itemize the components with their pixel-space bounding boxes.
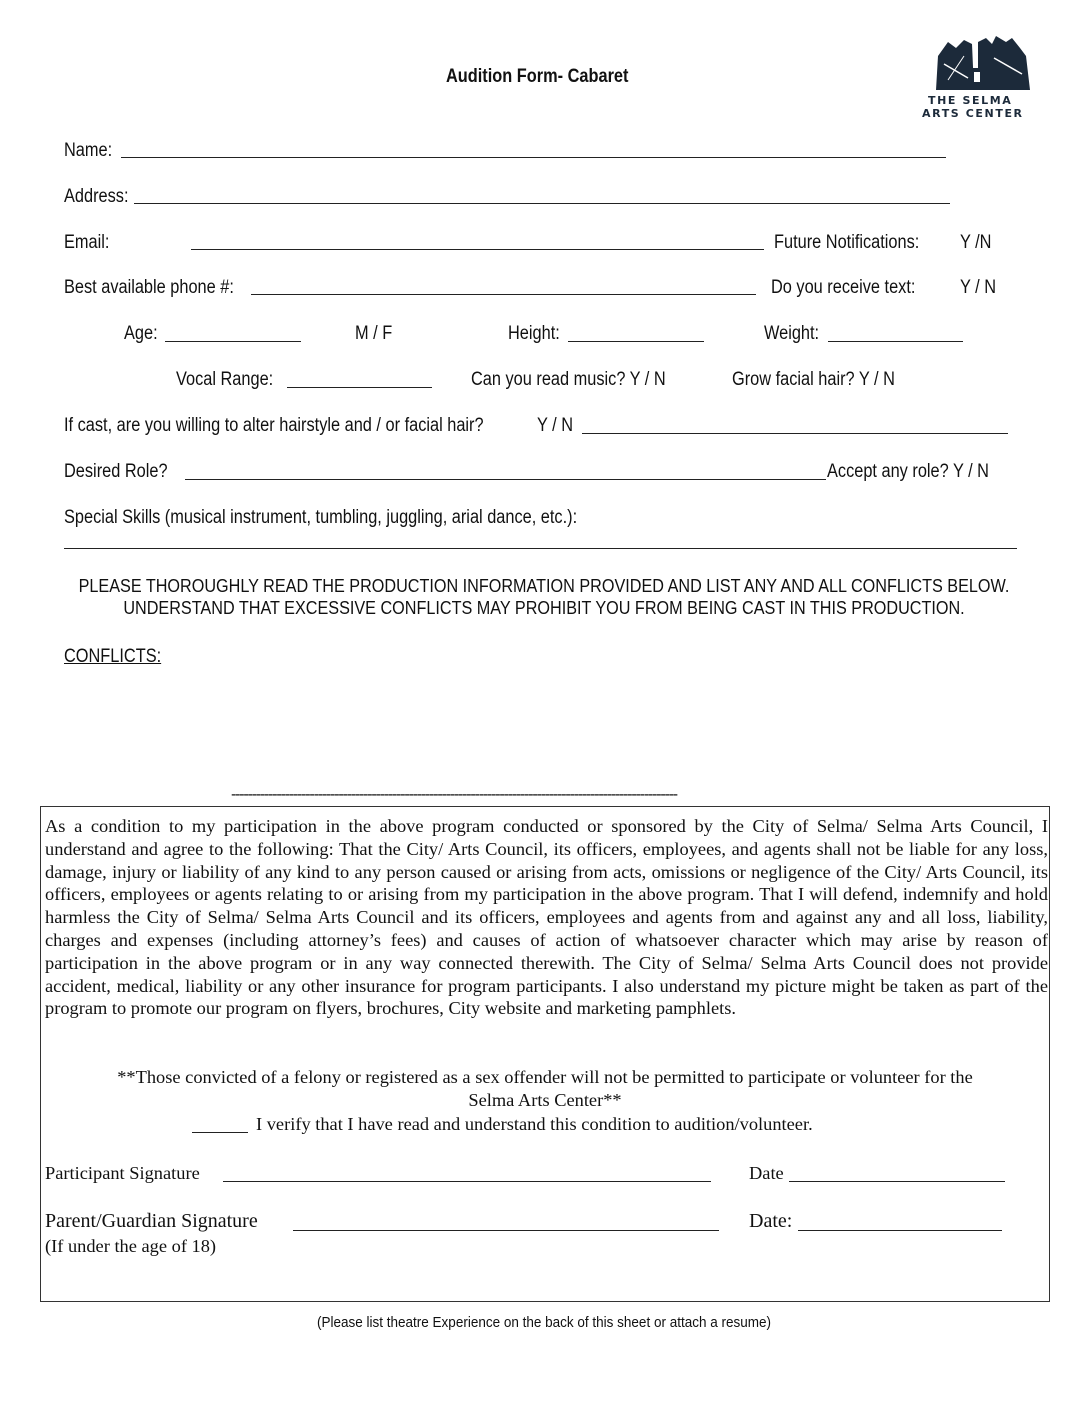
- receive-text-label: Do you receive text:: [771, 277, 916, 298]
- vocal-range-label: Vocal Range:: [176, 369, 274, 390]
- conflicts-label: CONFLICTS:: [64, 646, 162, 667]
- date-label-1: Date: [749, 1163, 784, 1183]
- notice-line-1: PLEASE THOROUGHLY READ THE PRODUCTION INFORMATION PROVIDED AND LIST ANY AND ALL CONFLICTS BELOW.: [78, 576, 1010, 596]
- sex-choice[interactable]: M / F: [355, 323, 393, 344]
- height-label: Height:: [508, 323, 560, 344]
- verify-initials-field[interactable]: [192, 1132, 248, 1133]
- alter-hair-question: If cast, are you willing to alter hairstyle and / or facial hair?: [64, 415, 484, 436]
- email-field[interactable]: [191, 249, 764, 250]
- footer-note: (Please list theatre Experience on the back of this sheet or attach a resume): [317, 1314, 771, 1331]
- age-field[interactable]: [165, 341, 301, 342]
- logo-line-2: ARTS CENTER: [922, 107, 1024, 120]
- future-notifications-label: Future Notifications:: [774, 232, 920, 253]
- separator-dashes: ------------------------------------------------------------------------------------------------------------: [231, 786, 677, 803]
- felony-notice-line-1: **Those convicted of a felony or registered as a sex offender will not be permitted to participate or volunteer for the: [117, 1067, 973, 1087]
- building-silhouette-icon: [934, 34, 1034, 92]
- special-skills-label: Special Skills (musical instrument, tumbling, juggling, arial dance, etc.):: [64, 507, 578, 528]
- height-field[interactable]: [568, 341, 704, 342]
- date-label-2: Date:: [749, 1210, 793, 1232]
- weight-label: Weight:: [764, 323, 820, 344]
- phone-label: Best available phone #:: [64, 277, 234, 298]
- email-label: Email:: [64, 232, 110, 253]
- date-field-1[interactable]: [789, 1181, 1005, 1182]
- name-label: Name:: [64, 140, 113, 161]
- weight-field[interactable]: [828, 341, 963, 342]
- notice-line-2: UNDERSTAND THAT EXCESSIVE CONFLICTS MAY PROHIBIT YOU FROM BEING CAST IN THIS PRODUCTION.: [123, 598, 965, 618]
- accept-any-role-question[interactable]: Accept any role? Y / N: [827, 461, 989, 482]
- read-music-question[interactable]: Can you read music? Y / N: [471, 369, 666, 390]
- parent-signature-label: Parent/Guardian Signature: [45, 1210, 258, 1232]
- logo-line-1: THE SELMA: [928, 94, 1013, 107]
- special-skills-field[interactable]: [64, 548, 1017, 549]
- alter-hair-field[interactable]: [582, 433, 1008, 434]
- form-title: Audition Form- Cabaret: [446, 66, 629, 87]
- receive-text-choice[interactable]: Y / N: [960, 277, 997, 298]
- desired-role-field[interactable]: [185, 479, 826, 480]
- conflicts-area[interactable]: [64, 676, 1017, 786]
- participant-signature-label: Participant Signature: [45, 1163, 200, 1183]
- facial-hair-question[interactable]: Grow facial hair? Y / N: [732, 369, 895, 390]
- phone-field[interactable]: [251, 294, 756, 295]
- future-notifications-choice[interactable]: Y /N: [960, 232, 992, 253]
- address-label: Address:: [64, 186, 129, 207]
- participant-signature-field[interactable]: [223, 1181, 711, 1182]
- name-field[interactable]: [121, 157, 946, 158]
- felony-notice-line-2: Selma Arts Center**: [468, 1090, 622, 1110]
- vocal-range-field[interactable]: [287, 387, 432, 388]
- selma-arts-center-logo: [922, 34, 1036, 120]
- verify-statement: I verify that I have read and understand this condition to audition/volunteer.: [256, 1114, 813, 1134]
- waiver-paragraph: As a condition to my participation in the above program conducted or sponsored by the City of Selma/ Selma Arts Council, I understand and agree to the following: That the City/ Arts Council, its officers, employees, and agents shall not be liable for any loss, damage, injury or liability of any kind to any person caused or arising from acts, omissions or negligence of the City/ Arts Council, its officers, employees or agents relating to or arising from my participation in the above program. That I will defend, indemnify and hold harmless the City of Selma/ Selma Arts Council and its officers, employees and agents from and against any and all loss, liability, charges and expenses (including attorney’s fees) and causes of action of whatsoever character which may arise by reason of participation in the above program or in any way connected therewith. The City of Selma/ Selma Arts Council does not provide accident, medical, liability or any other insurance for program participants. I also understand my picture might be taken as part of the program to promote our program on flyers, brochures, City website and marketing pamphlets.: [45, 816, 1048, 1019]
- under-18-note: (If under the age of 18): [45, 1236, 217, 1256]
- desired-role-label: Desired Role?: [64, 461, 168, 482]
- parent-signature-field[interactable]: [293, 1230, 719, 1231]
- address-field[interactable]: [134, 203, 950, 204]
- date-field-2[interactable]: [798, 1230, 1002, 1231]
- alter-hair-choice[interactable]: Y / N: [537, 415, 574, 436]
- age-label: Age:: [124, 323, 158, 344]
